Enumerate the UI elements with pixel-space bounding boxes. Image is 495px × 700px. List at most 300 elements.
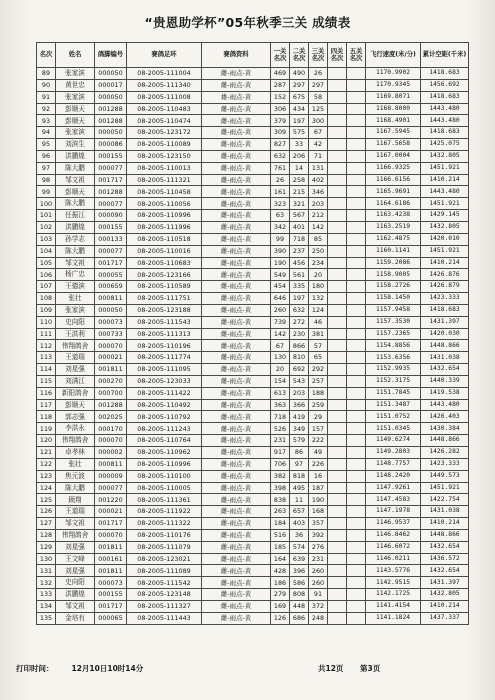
cell-stage2: 718 (290, 233, 309, 245)
cell-distance: 1436.572 (421, 553, 469, 565)
cell-pigeon-info: 雌-雨点-黄 (202, 174, 271, 186)
cell-distance: 1420.030 (421, 328, 469, 340)
cell-name: 邹文祖 (56, 600, 95, 612)
cell-ring: 08-2005-110792 (127, 411, 202, 423)
cell-ring: 08-2005-111089 (127, 565, 202, 577)
cell-stage4 (328, 387, 347, 399)
cell-stage1: 309 (271, 127, 290, 139)
cell-distance: 1443.480 (421, 186, 469, 198)
cell-rank: 101 (37, 210, 56, 222)
cell-pigeon-info: 雌-雨点-黄 (202, 565, 271, 577)
cell-stage1: 632 (271, 150, 290, 162)
cell-stage3: 187 (309, 482, 328, 494)
cell-distance: 1440.339 (421, 375, 469, 387)
cell-ring: 08-2005-123172 (127, 127, 202, 139)
cell-stage5 (347, 577, 366, 589)
cell-ring: 08-2005-110996 (127, 210, 202, 222)
cell-stage4 (328, 150, 347, 162)
cell-pigeon-info: 雌-雨点-黄 (202, 340, 271, 352)
cell-stage3: 57 (309, 340, 328, 352)
cell-speed: 1146.9537 (366, 518, 421, 530)
cell-stage5 (347, 79, 366, 91)
cell-pigeon-id: 001717 (95, 174, 127, 186)
cell-name: 伟翔鸽舍 (56, 529, 95, 541)
cell-stage4 (328, 103, 347, 115)
cell-ring: 08-2005-110996 (127, 458, 202, 470)
cell-stage2: 11 (290, 494, 309, 506)
cell-stage4 (328, 79, 347, 91)
cell-pigeon-id: 001288 (95, 115, 127, 127)
cell-stage3: 212 (309, 210, 328, 222)
cell-ring: 08-2005-111322 (127, 518, 202, 530)
col-header-speed: 飞行速度(米/分) (366, 43, 421, 68)
cell-stage4 (328, 316, 347, 328)
cell-stage2: 808 (290, 589, 309, 601)
table-row (37, 458, 469, 470)
cell-speed: 1165.9691 (366, 186, 421, 198)
cell-stage1: 164 (271, 553, 290, 565)
cell-stage4 (328, 162, 347, 174)
cell-pigeon-id: 000050 (95, 127, 127, 139)
cell-stage2: 586 (290, 577, 309, 589)
cell-rank: 99 (37, 186, 56, 198)
cell-rank: 110 (37, 316, 56, 328)
cell-stage2: 366 (290, 399, 309, 411)
cell-distance: 1429.145 (421, 210, 469, 222)
cell-stage4 (328, 210, 347, 222)
cell-speed: 1151.0345 (366, 423, 421, 435)
cell-stage5 (347, 518, 366, 530)
cell-stage5 (347, 257, 366, 269)
cell-pigeon-info: 雌-雨点-黄 (202, 529, 271, 541)
cell-stage5 (347, 447, 366, 459)
cell-stage3: 231 (309, 553, 328, 565)
cell-rank: 96 (37, 150, 56, 162)
cell-ring: 08-2005-111774 (127, 352, 202, 364)
cell-stage3: 234 (309, 257, 328, 269)
table-row (37, 506, 469, 518)
cell-rank: 130 (37, 553, 56, 565)
cell-stage3: 357 (309, 518, 328, 530)
cell-name: 陈大鹏 (56, 198, 95, 210)
cell-stage5 (347, 115, 366, 127)
cell-stage1: 99 (271, 233, 290, 245)
cell-stage2: 810 (290, 352, 309, 364)
cell-name: 金培有 (56, 612, 95, 624)
col-header-pigeon-info: 赛鸽资料 (202, 43, 271, 68)
cell-stage4 (328, 577, 347, 589)
cell-pigeon-id: 000073 (95, 316, 127, 328)
cell-stage3: 257 (309, 375, 328, 387)
print-time (16, 663, 143, 674)
cell-pigeon-id: 000077 (95, 245, 127, 257)
cell-pigeon-info: 雌-雨点-黄 (202, 103, 271, 115)
cell-distance: 1448.866 (421, 435, 469, 447)
cell-stage1: 363 (271, 399, 290, 411)
cell-stage4 (328, 127, 347, 139)
cell-ring: 08-2005-111422 (127, 387, 202, 399)
results-table (36, 42, 469, 625)
cell-rank: 103 (37, 233, 56, 245)
cell-pigeon-info: 雌-雨点-黄 (202, 257, 271, 269)
cell-distance: 1443.480 (421, 103, 469, 115)
cell-speed: 1166.6156 (366, 174, 421, 186)
cell-stage3: 250 (309, 245, 328, 257)
cell-pigeon-info: 雌-雨点-黄 (202, 352, 271, 364)
cell-speed: 1164.6186 (366, 198, 421, 210)
cell-stage5 (347, 364, 366, 376)
cell-pigeon-id: 002025 (95, 411, 127, 423)
cell-ring: 08-2005-110483 (127, 103, 202, 115)
cell-stage5 (347, 150, 366, 162)
cell-pigeon-id: 000073 (95, 577, 127, 589)
cell-pigeon-id: 000086 (95, 139, 127, 151)
cell-pigeon-id: 000155 (95, 589, 127, 601)
cell-stage1: 827 (271, 139, 290, 151)
total-pages: 共12页 (318, 664, 344, 673)
cell-ring: 08-2005-111004 (127, 68, 202, 80)
cell-ring: 08-2005-111996 (127, 221, 202, 233)
cell-stage2: 575 (290, 127, 309, 139)
cell-stage1: 126 (271, 612, 290, 624)
cell-pigeon-id: 001811 (95, 541, 127, 553)
cell-stage2: 675 (290, 91, 309, 103)
table-row (37, 139, 469, 151)
cell-stage1: 613 (271, 387, 290, 399)
cell-pigeon-id: 000017 (95, 79, 127, 91)
page-title: “贵恩助学杯”05年秋季三关 成绩表 (144, 15, 351, 30)
cell-rank: 108 (37, 293, 56, 305)
cell-stage5 (347, 103, 366, 115)
cell-pigeon-info: 雌-雨点-黄 (202, 577, 271, 589)
cell-distance: 1443.480 (421, 115, 469, 127)
cell-stage3: 157 (309, 423, 328, 435)
cell-stage3: 46 (309, 316, 328, 328)
table-row (37, 612, 469, 624)
cell-pigeon-info: 雌-雨点-黄 (202, 458, 271, 470)
cell-stage5 (347, 506, 366, 518)
cell-stage3: 16 (309, 470, 328, 482)
cell-stage3: 300 (309, 115, 328, 127)
cell-pigeon-id: 000070 (95, 435, 127, 447)
cell-name: 洪鹏煌 (56, 150, 95, 162)
cell-ring: 08-2005-110458 (127, 186, 202, 198)
cell-pigeon-id: 000070 (95, 340, 127, 352)
cell-pigeon-id: 000002 (95, 447, 127, 459)
cell-name: 刘星强 (56, 364, 95, 376)
cell-rank: 106 (37, 269, 56, 281)
cell-pigeon-id: 000161 (95, 553, 127, 565)
cell-pigeon-info: 雌-雨点-黄 (202, 115, 271, 127)
cell-stage1: 382 (271, 470, 290, 482)
cell-stage1: 161 (271, 186, 290, 198)
cell-stage5 (347, 387, 366, 399)
cell-stage5 (347, 269, 366, 281)
cell-pigeon-info: 雌-雨点-黄 (202, 470, 271, 482)
cell-name: 刘星强 (56, 565, 95, 577)
table-row (37, 435, 469, 447)
cell-stage5 (347, 245, 366, 257)
cell-stage4 (328, 529, 347, 541)
cell-stage2: 419 (290, 411, 309, 423)
cell-stage1: 398 (271, 482, 290, 494)
cell-ring: 08-2005-111361 (127, 494, 202, 506)
cell-ring: 08-2005-111079 (127, 541, 202, 553)
cell-rank: 95 (37, 139, 56, 151)
cell-stage5 (347, 139, 366, 151)
cell-stage2: 258 (290, 174, 309, 186)
cell-stage1: 549 (271, 269, 290, 281)
cell-pigeon-id: 001811 (95, 565, 127, 577)
cell-pigeon-id: 001717 (95, 518, 127, 530)
cell-distance: 1432.805 (421, 221, 469, 233)
cell-distance: 1451.921 (421, 198, 469, 210)
cell-pigeon-info: 雌-雨点-黄 (202, 162, 271, 174)
cell-stage3: 346 (309, 186, 328, 198)
cell-rank: 113 (37, 352, 56, 364)
cell-speed: 1170.9902 (366, 68, 421, 80)
cell-distance: 1426.876 (421, 269, 469, 281)
cell-stage4 (328, 328, 347, 340)
cell-stage4 (328, 494, 347, 506)
cell-rank: 100 (37, 198, 56, 210)
cell-stage4 (328, 364, 347, 376)
table-row (37, 210, 469, 222)
cell-stage1: 917 (271, 447, 290, 459)
cell-distance: 1432.805 (421, 589, 469, 601)
cell-ring: 08-2005-111542 (127, 577, 202, 589)
cell-stage1: 190 (271, 257, 290, 269)
cell-pigeon-id: 000155 (95, 221, 127, 233)
cell-distance: 1431.397 (421, 577, 469, 589)
cell-stage3: 49 (309, 447, 328, 459)
cell-stage5 (347, 423, 366, 435)
table-row (37, 375, 469, 387)
cell-pigeon-id: 000811 (95, 458, 127, 470)
cell-pigeon-id: 001288 (95, 103, 127, 115)
cell-stage2: 321 (290, 198, 309, 210)
table-row (37, 115, 469, 127)
table-row (37, 565, 469, 577)
cell-stage4 (328, 352, 347, 364)
cell-stage1: 287 (271, 79, 290, 91)
cell-ring: 08-2005-111321 (127, 174, 202, 186)
cell-stage3: 29 (309, 411, 328, 423)
cell-ring: 08-2005-110013 (127, 162, 202, 174)
cell-distance: 1431.038 (421, 506, 469, 518)
cell-stage4 (328, 565, 347, 577)
cell-pigeon-info: 雌-雨点-黄 (202, 68, 271, 80)
cell-rank: 105 (37, 257, 56, 269)
cell-stage3: 381 (309, 328, 328, 340)
cell-speed: 1143.5776 (366, 565, 421, 577)
cell-stage3: 125 (309, 103, 328, 115)
table-row (37, 399, 469, 411)
cell-distance: 1456.692 (421, 79, 469, 91)
cell-stage2: 543 (290, 375, 309, 387)
cell-pigeon-info: 雌-雨点-黄 (202, 316, 271, 328)
cell-pigeon-info: 雌-雨点-黄 (202, 541, 271, 553)
cell-speed: 1146.8462 (366, 529, 421, 541)
cell-stage4 (328, 518, 347, 530)
cell-stage4 (328, 281, 347, 293)
cell-distance: 1432.654 (421, 541, 469, 553)
cell-rank: 116 (37, 387, 56, 399)
cell-stage5 (347, 162, 366, 174)
table-row (37, 541, 469, 553)
cell-name: 陈大鹏 (56, 162, 95, 174)
cell-stage3: 142 (309, 221, 328, 233)
cell-stage4 (328, 423, 347, 435)
cell-ring: 08-2005-110492 (127, 399, 202, 411)
cell-name: 任振江 (56, 210, 95, 222)
cell-stage4 (328, 233, 347, 245)
cell-stage2: 456 (290, 257, 309, 269)
cell-speed: 1141.1824 (366, 612, 421, 624)
cell-pigeon-info: 雌-雨点-黄 (202, 127, 271, 139)
cell-stage2: 401 (290, 221, 309, 233)
cell-distance: 1431.038 (421, 352, 469, 364)
cell-distance: 1410.214 (421, 600, 469, 612)
cell-pigeon-id: 001717 (95, 257, 127, 269)
cell-speed: 1151.3487 (366, 399, 421, 411)
cell-stage3: 124 (309, 304, 328, 316)
cell-distance: 1437.337 (421, 612, 469, 624)
cell-ring: 08-2005-110176 (127, 529, 202, 541)
cell-pigeon-info: 雌-雨点-黄 (202, 79, 271, 91)
cell-pigeon-info: 雌-雨点-黄 (202, 506, 271, 518)
cell-pigeon-id: 000077 (95, 198, 127, 210)
cell-distance: 1443.480 (421, 399, 469, 411)
cell-stage1: 739 (271, 316, 290, 328)
cell-speed: 1147.4583 (366, 494, 421, 506)
cell-rank: 91 (37, 91, 56, 103)
cell-pigeon-info: 雌-雨点-黄 (202, 186, 271, 198)
table-row (37, 304, 469, 316)
table-row (37, 281, 469, 293)
cell-stage5 (347, 174, 366, 186)
table-row (37, 162, 469, 174)
cell-stage3: 131 (309, 162, 328, 174)
cell-ring: 08-2005-111340 (127, 79, 202, 91)
cell-name: 杨广忠 (56, 269, 95, 281)
cell-speed: 1148.2420 (366, 470, 421, 482)
cell-stage5 (347, 482, 366, 494)
table-row (37, 257, 469, 269)
cell-pigeon-id: 001288 (95, 186, 127, 198)
cell-pigeon-info: 雌-雨点-黄 (202, 304, 271, 316)
cell-pigeon-info: 雌-雨点-黄 (202, 328, 271, 340)
cell-stage5 (347, 399, 366, 411)
cell-stage4 (328, 340, 347, 352)
cell-pigeon-info: 雌-雨点-黄 (202, 221, 271, 233)
cell-stage2: 272 (290, 316, 309, 328)
cell-rank: 93 (37, 115, 56, 127)
table-row (37, 198, 469, 210)
col-header-stage2: 二关名次 (290, 43, 309, 68)
cell-speed: 1158.1450 (366, 293, 421, 305)
cell-speed: 1146.6072 (366, 541, 421, 553)
cell-stage1: 263 (271, 506, 290, 518)
cell-stage1: 516 (271, 529, 290, 541)
cell-pigeon-info: 雌-雨点-黄 (202, 399, 271, 411)
cell-pigeon-id: 000133 (95, 233, 127, 245)
cell-stage4 (328, 269, 347, 281)
cell-pigeon-info: 雌-雨点-黄 (202, 233, 271, 245)
cell-stage5 (347, 529, 366, 541)
cell-ring: 08-2005-110962 (127, 447, 202, 459)
cell-name: 孙学志 (56, 233, 95, 245)
cell-stage3: 190 (309, 494, 328, 506)
cell-speed: 1153.6356 (366, 352, 421, 364)
cell-stage2: 197 (290, 293, 309, 305)
cell-stage1: 20 (271, 364, 290, 376)
cell-distance: 1432.805 (421, 150, 469, 162)
cell-stage4 (328, 447, 347, 459)
cell-stage4 (328, 91, 347, 103)
cell-ring: 08-2005-111095 (127, 364, 202, 376)
cell-stage4 (328, 589, 347, 601)
cell-stage2: 434 (290, 103, 309, 115)
cell-rank: 128 (37, 529, 56, 541)
cell-name: 卓孝林 (56, 447, 95, 459)
cell-stage2: 206 (290, 150, 309, 162)
cell-rank: 109 (37, 304, 56, 316)
cell-pigeon-info: 雌-雨点-黄 (202, 553, 271, 565)
cell-name: 张家滨 (56, 127, 95, 139)
cell-stage1: 323 (271, 198, 290, 210)
cell-stage1: 142 (271, 328, 290, 340)
cell-stage2: 692 (290, 364, 309, 376)
cell-distance: 1418.683 (421, 127, 469, 139)
cell-rank: 104 (37, 245, 56, 257)
cell-rank: 127 (37, 518, 56, 530)
cell-rank: 98 (37, 174, 56, 186)
cell-pigeon-info: 雌-雨点-黄 (202, 600, 271, 612)
col-header-stage3: 三关名次 (309, 43, 328, 68)
cell-stage2: 818 (290, 470, 309, 482)
cell-stage5 (347, 91, 366, 103)
cell-stage3: 132 (309, 293, 328, 305)
cell-stage5 (347, 458, 366, 470)
cell-stage2: 561 (290, 269, 309, 281)
cell-stage4 (328, 399, 347, 411)
cell-rank: 125 (37, 494, 56, 506)
cell-speed: 1149.6274 (366, 435, 421, 447)
cell-stage2: 237 (290, 245, 309, 257)
cell-stage5 (347, 186, 366, 198)
cell-distance: 1451.921 (421, 482, 469, 494)
cell-ring: 08-2005-110056 (127, 198, 202, 210)
cell-pigeon-info: 雌-雨点-黄 (202, 210, 271, 222)
cell-speed: 1142.9515 (366, 577, 421, 589)
cell-stage2: 230 (290, 328, 309, 340)
cell-ring: 08-2005-111313 (127, 328, 202, 340)
print-time-label: 打印时间： (16, 664, 54, 673)
cell-rank: 123 (37, 470, 56, 482)
cell-pigeon-info: 雌-雨点-黄 (202, 482, 271, 494)
col-header-stage5: 五关名次 (347, 43, 366, 68)
cell-distance: 1432.654 (421, 364, 469, 376)
cell-rank: 122 (37, 458, 56, 470)
cell-stage5 (347, 68, 366, 80)
cell-pigeon-id: 000090 (95, 210, 127, 222)
cell-pigeon-id: 000070 (95, 529, 127, 541)
cell-stage2: 403 (290, 518, 309, 530)
table-row (37, 352, 469, 364)
cell-ring: 08-2005-123148 (127, 589, 202, 601)
cell-speed: 1162.4875 (366, 233, 421, 245)
